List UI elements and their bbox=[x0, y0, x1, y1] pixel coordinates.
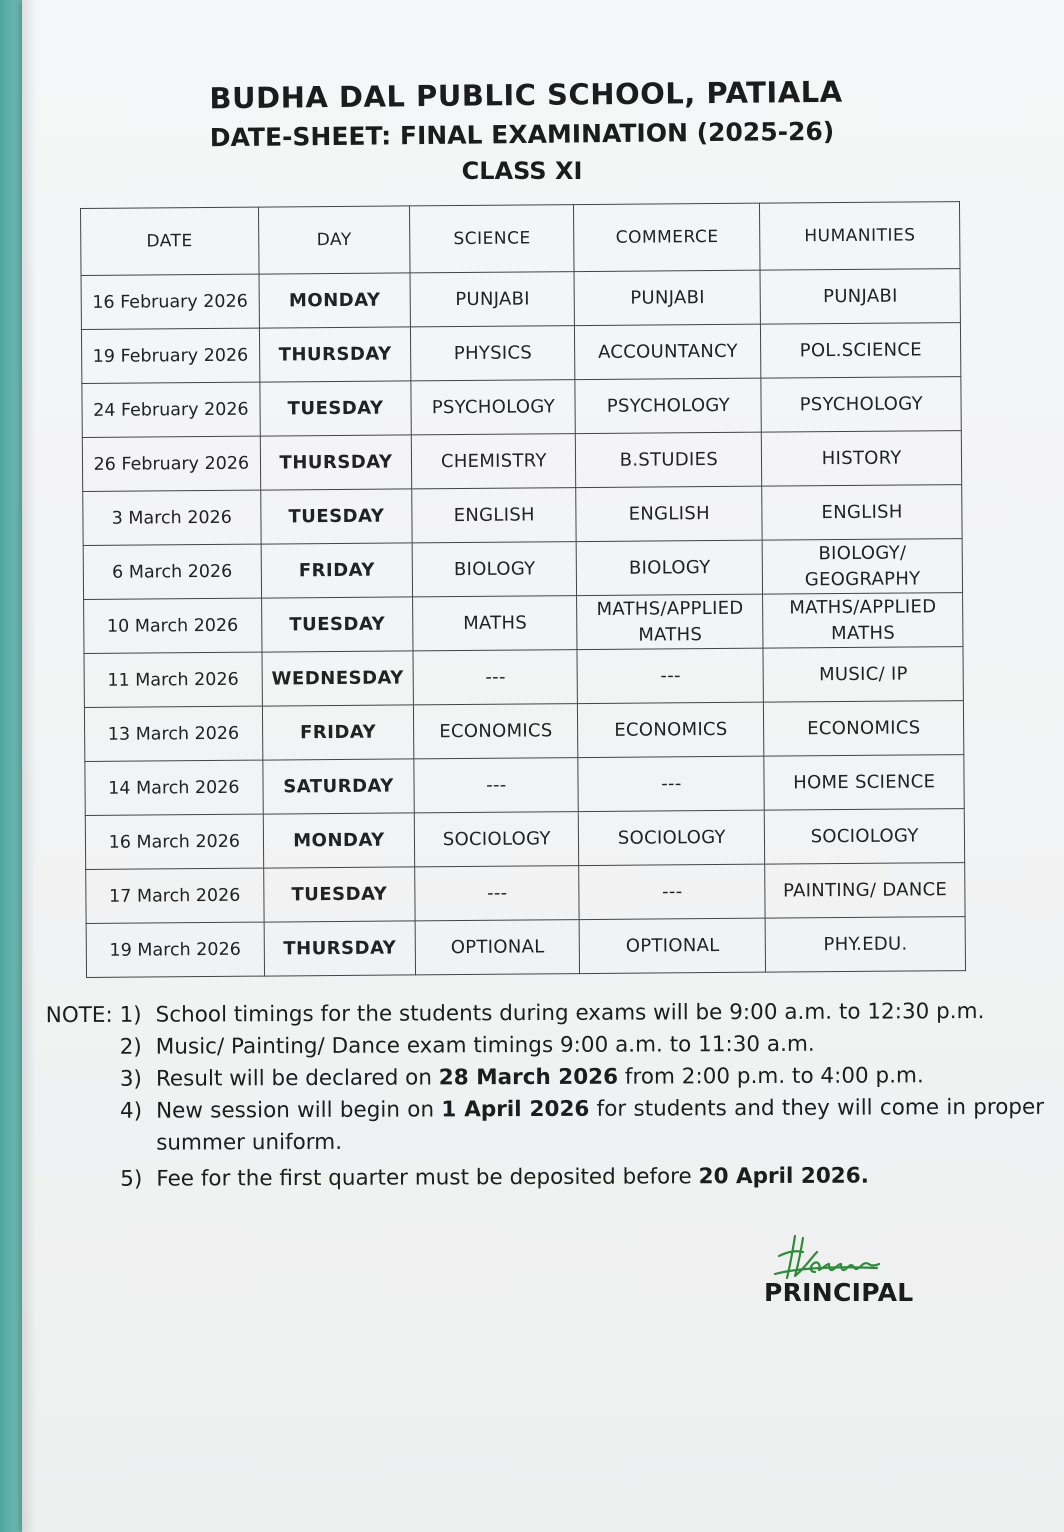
note-text: for students and they will come in proper summer uniform. bbox=[156, 1094, 1045, 1156]
commerce-cell: SOCIOLOGY bbox=[579, 810, 765, 865]
humanities-cell: HISTORY bbox=[762, 431, 962, 487]
commerce-cell: --- bbox=[578, 756, 764, 811]
datesheet-title: DATE-SHEET: FINAL EXAMINATION (2025-26) bbox=[209, 116, 835, 153]
day-cell: FRIDAY bbox=[262, 705, 414, 760]
note-4 bbox=[24, 1092, 1044, 1160]
commerce-cell: ACCOUNTANCY bbox=[575, 324, 761, 379]
notes-section bbox=[24, 996, 1045, 1196]
date-cell: 24 February 2026 bbox=[82, 382, 260, 437]
class-label: CLASS XI bbox=[461, 157, 583, 185]
commerce-cell: PUNJABI bbox=[574, 270, 760, 325]
day-cell: TUESDAY bbox=[261, 597, 413, 652]
science-cell: BIOLOGY bbox=[412, 542, 576, 597]
day-cell: TUESDAY bbox=[263, 867, 415, 922]
day-cell: SATURDAY bbox=[262, 759, 414, 814]
date-cell: 17 March 2026 bbox=[86, 868, 264, 923]
science-cell: CHEMISTRY bbox=[412, 434, 576, 489]
note-3 bbox=[24, 1060, 1044, 1096]
table-row bbox=[83, 539, 962, 600]
science-cell: ENGLISH bbox=[412, 488, 576, 543]
note-number: NOTE: 1) bbox=[45, 1002, 142, 1029]
document-header bbox=[22, 74, 1022, 185]
column-header-date: DATE bbox=[81, 207, 259, 275]
note-text: Fee for the first quarter must be deposited before bbox=[156, 1164, 699, 1192]
table-row bbox=[82, 377, 961, 438]
note-number: 2) bbox=[119, 1034, 142, 1060]
exam-schedule-table bbox=[80, 201, 966, 978]
table-row bbox=[85, 755, 964, 816]
note-text: from 2:00 p.m. to 4:00 p.m. bbox=[618, 1063, 924, 1090]
note-text: Music/ Painting/ Dance exam timings 9:00 a.m. to 11:30 a.m. bbox=[155, 1031, 815, 1060]
humanities-cell: SOCIOLOGY bbox=[765, 809, 965, 865]
day-cell: THURSDAY bbox=[264, 921, 416, 976]
note-text: School timings for the students during exams will be 9:00 a.m. to 12:30 p.m. bbox=[155, 999, 985, 1028]
commerce-cell: PSYCHOLOGY bbox=[575, 378, 761, 433]
humanities-cell: MUSIC/ IP bbox=[763, 647, 963, 703]
note-date-highlight: 20 April 2026. bbox=[698, 1163, 869, 1190]
date-cell: 19 March 2026 bbox=[86, 922, 264, 977]
day-cell: THURSDAY bbox=[260, 435, 412, 490]
date-cell: 3 March 2026 bbox=[83, 490, 261, 545]
humanities-cell: PUNJABI bbox=[760, 269, 960, 325]
date-cell: 14 March 2026 bbox=[85, 760, 263, 815]
commerce-cell: --- bbox=[579, 864, 765, 919]
date-cell: 10 March 2026 bbox=[84, 598, 262, 653]
humanities-cell: ECONOMICS bbox=[764, 701, 964, 757]
table-row bbox=[83, 485, 962, 546]
table-row bbox=[85, 809, 964, 870]
note-number: 3) bbox=[119, 1066, 142, 1092]
table-row bbox=[84, 647, 963, 708]
humanities-cell: POL.SCIENCE bbox=[761, 323, 961, 379]
science-cell: SOCIOLOGY bbox=[415, 812, 579, 867]
note-1 bbox=[24, 996, 1044, 1032]
table-row bbox=[81, 269, 960, 330]
humanities-cell: HOME SCIENCE bbox=[764, 755, 964, 811]
note-text: Result will be declared on bbox=[155, 1065, 439, 1092]
humanities-cell: PHY.EDU. bbox=[765, 917, 965, 973]
note-number: 5) bbox=[120, 1166, 143, 1192]
column-header-science: SCIENCE bbox=[410, 205, 575, 273]
column-header-humanities: HUMANITIES bbox=[760, 202, 960, 271]
table-row bbox=[84, 593, 963, 654]
note-date-highlight: 1 April 2026 bbox=[441, 1096, 590, 1123]
humanities-cell: MATHS/APPLIED MATHS bbox=[763, 593, 963, 649]
school-name: BUDHA DAL PUBLIC SCHOOL, PATIALA bbox=[209, 74, 843, 116]
date-cell: 6 March 2026 bbox=[83, 544, 261, 599]
note-text: New session will begin on bbox=[156, 1097, 442, 1124]
commerce-cell: OPTIONAL bbox=[579, 918, 765, 973]
science-cell: ECONOMICS bbox=[414, 704, 578, 759]
note-2 bbox=[24, 1028, 1044, 1064]
science-cell: OPTIONAL bbox=[415, 920, 579, 975]
commerce-cell: --- bbox=[577, 648, 763, 703]
table-row bbox=[82, 431, 961, 492]
table-row bbox=[84, 701, 963, 762]
table-row bbox=[86, 917, 965, 978]
document-page bbox=[22, 0, 1064, 1532]
humanities-cell: BIOLOGY/ GEOGRAPHY bbox=[763, 539, 963, 595]
date-cell: 19 February 2026 bbox=[81, 328, 259, 383]
day-cell: TUESDAY bbox=[260, 489, 412, 544]
date-cell: 26 February 2026 bbox=[82, 436, 260, 491]
humanities-cell: ENGLISH bbox=[762, 485, 962, 541]
science-cell: --- bbox=[414, 758, 578, 813]
day-cell: FRIDAY bbox=[261, 543, 413, 598]
table-row bbox=[81, 323, 960, 384]
note-5 bbox=[24, 1160, 1044, 1196]
commerce-cell: BIOLOGY bbox=[576, 540, 762, 595]
science-cell: PSYCHOLOGY bbox=[411, 380, 575, 435]
day-cell: MONDAY bbox=[259, 273, 411, 328]
table-header-row bbox=[81, 202, 960, 276]
date-cell: 16 March 2026 bbox=[85, 814, 263, 869]
date-cell: 16 February 2026 bbox=[81, 274, 259, 329]
commerce-cell: ECONOMICS bbox=[578, 702, 764, 757]
column-header-day: DAY bbox=[258, 206, 410, 274]
commerce-cell: ENGLISH bbox=[576, 486, 762, 541]
day-cell: MONDAY bbox=[263, 813, 415, 868]
note-date-highlight: 28 March 2026 bbox=[438, 1064, 619, 1091]
day-cell: TUESDAY bbox=[260, 381, 412, 436]
science-cell: PHYSICS bbox=[411, 326, 575, 381]
science-cell: MATHS bbox=[413, 596, 577, 651]
date-cell: 11 March 2026 bbox=[84, 652, 262, 707]
commerce-cell: MATHS/APPLIED MATHS bbox=[577, 594, 763, 649]
date-cell: 13 March 2026 bbox=[84, 706, 262, 761]
table-row bbox=[86, 863, 965, 924]
science-cell: PUNJABI bbox=[410, 272, 574, 327]
day-cell: WEDNESDAY bbox=[262, 651, 414, 706]
commerce-cell: B.STUDIES bbox=[576, 432, 762, 487]
science-cell: --- bbox=[415, 866, 579, 921]
column-header-commerce: COMMERCE bbox=[574, 203, 761, 271]
note-number: 4) bbox=[119, 1098, 143, 1124]
science-cell: --- bbox=[413, 650, 577, 705]
humanities-cell: PSYCHOLOGY bbox=[761, 377, 961, 433]
humanities-cell: PAINTING/ DANCE bbox=[765, 863, 965, 919]
day-cell: THURSDAY bbox=[259, 327, 411, 382]
principal-label: PRINCIPAL bbox=[764, 1278, 914, 1307]
